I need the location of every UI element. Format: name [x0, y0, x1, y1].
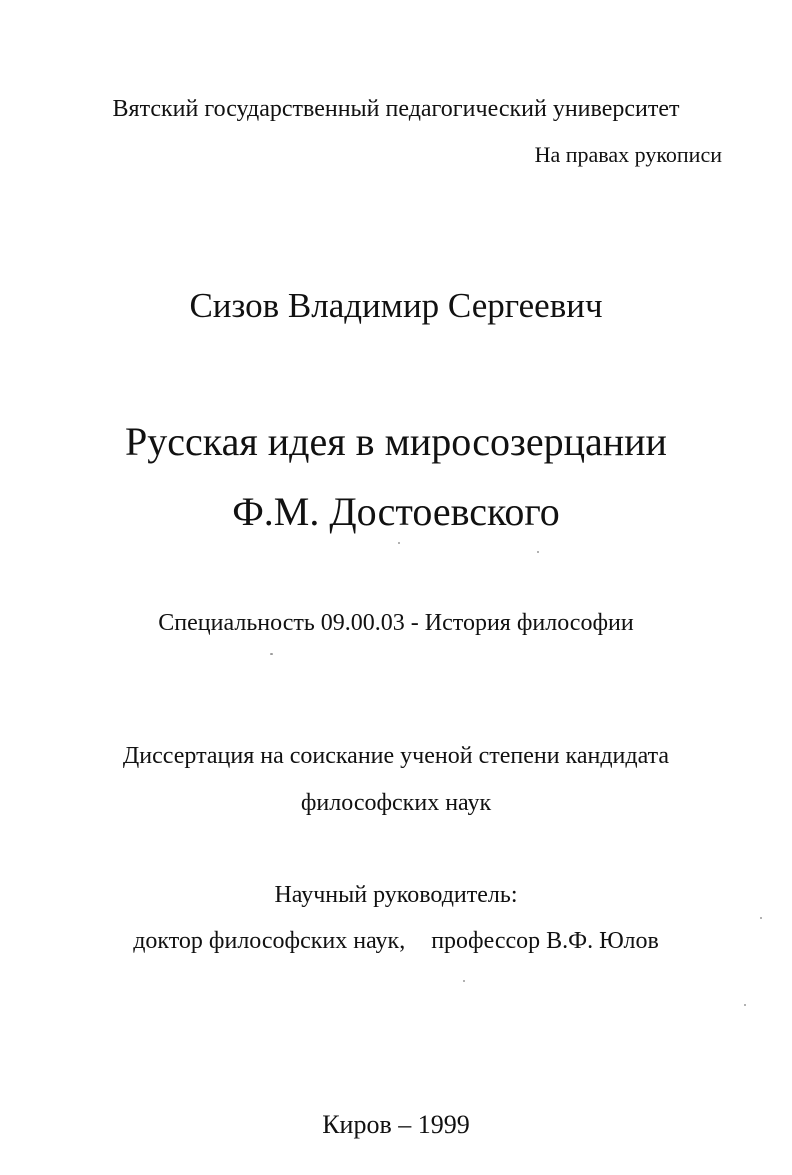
dissertation-title-line-1: Русская идея в миросозерцании: [125, 419, 667, 464]
city-year: Киров – 1999: [322, 1110, 470, 1139]
degree-line-2: философских наук: [300, 790, 492, 816]
scan-speck: [760, 917, 762, 919]
supervisor-line: [0, 928, 792, 955]
rights-note: На правах рукописи: [534, 142, 722, 167]
scan-speck: [270, 653, 273, 655]
supervisor-name: профессор В.Ф. Юлов: [431, 928, 659, 954]
specialty-line: Специальность 09.00.03 - История философии: [158, 610, 634, 636]
university-name: Вятский государственный педагогический университет: [112, 96, 680, 122]
scan-speck: [398, 542, 400, 544]
scan-speck: [537, 551, 539, 553]
supervisor-label: Научный руководитель:: [274, 882, 518, 908]
scan-speck: [744, 1004, 746, 1006]
author-name: Сизов Владимир Сергеевич: [189, 286, 603, 325]
degree-line-1: Диссертация на соискание ученой степени кандидата: [122, 743, 670, 769]
dissertation-title-line-2: Ф.М. Достоевского: [232, 489, 560, 534]
scan-speck: [463, 980, 465, 982]
supervisor-degree: доктор философских наук,: [133, 928, 406, 954]
